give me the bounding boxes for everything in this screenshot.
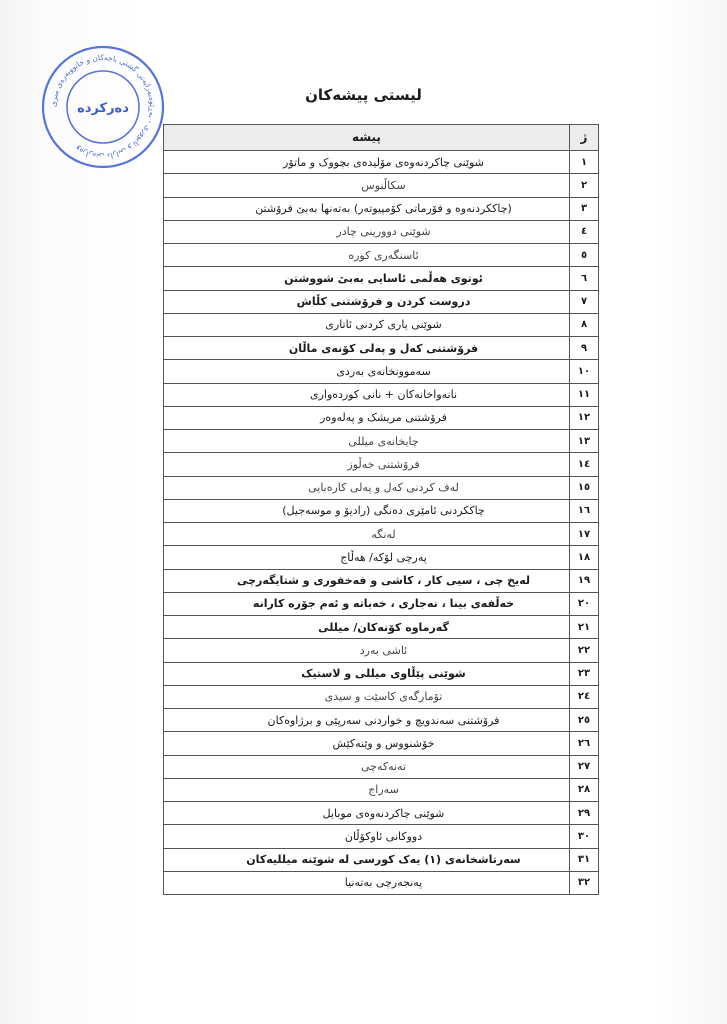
row-number: ١٩ <box>570 569 599 592</box>
row-number: ١١ <box>570 383 599 406</box>
row-number: ٤ <box>570 220 599 243</box>
page-title: لیستی پیشەکان <box>305 86 422 104</box>
table-row <box>164 290 599 313</box>
job-name: نانەواخانەکان + نانی کوردەواری <box>164 383 570 406</box>
table-row <box>164 406 599 429</box>
table-row <box>164 523 599 546</box>
job-name: گەرماوە کۆنەکان/ میللی <box>164 616 570 639</box>
job-name: ئاسنگەری کورە <box>164 244 570 267</box>
row-number: ٩ <box>570 337 599 360</box>
table-row <box>164 732 599 755</box>
row-number: ٣١ <box>570 848 599 871</box>
job-name: فرۆشتنی کەل و پەلی کۆنەی ماڵان <box>164 337 570 360</box>
row-number: ٦ <box>570 267 599 290</box>
table-row <box>164 616 599 639</box>
row-number: ٢ <box>570 174 599 197</box>
row-number: ٢١ <box>570 616 599 639</box>
row-number: ٢٢ <box>570 639 599 662</box>
row-number: ٢٩ <box>570 802 599 825</box>
table-row <box>164 685 599 708</box>
job-name: فرۆشتنی خەڵوز <box>164 453 570 476</box>
job-name: دروست کردن و فرۆشتنی کڵاش <box>164 290 570 313</box>
row-number: ٢٥ <box>570 709 599 732</box>
table-row <box>164 313 599 336</box>
job-name: ئوتوی هەڵمی ئاسایی بەبێ شووشتن <box>164 267 570 290</box>
row-number: ١٣ <box>570 430 599 453</box>
row-number: ١٧ <box>570 523 599 546</box>
job-name: سکاڵنوس <box>164 174 570 197</box>
table-row <box>164 709 599 732</box>
job-name: پەرچی لۆکە/ هەڵاج <box>164 546 570 569</box>
jobs-table <box>163 124 599 895</box>
table-row <box>164 197 599 220</box>
table-row <box>164 592 599 615</box>
row-number: ٧ <box>570 290 599 313</box>
column-header-job: پیشە <box>164 125 570 151</box>
job-name: فرۆشتنی مریشک و پەلەوەر <box>164 406 570 429</box>
table-row <box>164 337 599 360</box>
row-number: ٢٧ <box>570 755 599 778</box>
column-header-number: ژ <box>570 125 599 151</box>
table-row <box>164 546 599 569</box>
job-name: پەنجەرچی بەتەنیا <box>164 871 570 894</box>
job-name: خۆشنووس و وێنەکێش <box>164 732 570 755</box>
job-name: لەنگە <box>164 523 570 546</box>
row-number: ٥ <box>570 244 599 267</box>
job-name: چاککردنی ئامێری دەنگی (رادیۆ و موسەجیل) <box>164 499 570 522</box>
table-row <box>164 639 599 662</box>
job-name: سەموونخانەی بەردی <box>164 360 570 383</box>
table-row <box>164 848 599 871</box>
table-row <box>164 267 599 290</box>
job-name: خەڵفەی بینا ، نەجاری ، خەباتە و ئەم جۆرە کارانە <box>164 592 570 615</box>
table-row <box>164 151 599 174</box>
table-row <box>164 569 599 592</box>
table-row <box>164 453 599 476</box>
table-row <box>164 499 599 522</box>
table-row <box>164 871 599 894</box>
row-number: ٣ <box>570 197 599 220</box>
job-name: شوێنی یاری کردنی ئاتاری <box>164 313 570 336</box>
seal-ring-text: وەزارەتی دارایی و ئابووری - بەڕێوەبەرایەتی گشتی باجەکان و خانووبەرەی میری <box>48 52 158 162</box>
job-name: سەرتاشخانەی (١) یەک کورسی لە شوێنە میللیەکان <box>164 848 570 871</box>
seal-center-text: دەرکردە <box>77 101 129 116</box>
row-number: ١٨ <box>570 546 599 569</box>
job-name: تۆمارگەی کاسێت و سیدی <box>164 685 570 708</box>
job-name: شوێنی دوورینی چادر <box>164 220 570 243</box>
table-row <box>164 244 599 267</box>
table-row <box>164 755 599 778</box>
row-number: ٢٠ <box>570 592 599 615</box>
job-name: شوێنی پێڵاوی میللی و لاستیک <box>164 662 570 685</box>
table-row <box>164 220 599 243</box>
job-name: فرۆشتنی سەندویچ و خواردنی سەرپێی و برژاوەکان <box>164 709 570 732</box>
row-number: ٣٢ <box>570 871 599 894</box>
table-row <box>164 778 599 801</box>
row-number: ٢٤ <box>570 685 599 708</box>
job-name: لەیخ چی ، سیی کار ، کاشی و فەخفوری و شتایگەرچی <box>164 569 570 592</box>
job-name: تەنەکەچی <box>164 755 570 778</box>
table-row <box>164 662 599 685</box>
job-name: لەف کردنی کەل و پەلی کارەبایی <box>164 476 570 499</box>
table-row <box>164 802 599 825</box>
job-name: شوێنی چاکردنەوەی موبایل <box>164 802 570 825</box>
table-header-row <box>164 125 599 151</box>
table-row <box>164 174 599 197</box>
row-number: ١٠ <box>570 360 599 383</box>
job-name: (چاککردنەوە و فۆرماتی کۆمپیوتەر) بەتەنها بەبێ فرۆشتن <box>164 197 570 220</box>
official-seal <box>38 42 168 172</box>
row-number: ١٤ <box>570 453 599 476</box>
job-name: ئاشی بەرد <box>164 639 570 662</box>
row-number: ١٥ <box>570 476 599 499</box>
row-number: ١ <box>570 151 599 174</box>
job-name: چایخانەی میللی <box>164 430 570 453</box>
table-row <box>164 360 599 383</box>
row-number: ٢٨ <box>570 778 599 801</box>
table-row <box>164 476 599 499</box>
table-row <box>164 430 599 453</box>
row-number: ١٢ <box>570 406 599 429</box>
table-row <box>164 383 599 406</box>
job-name: شوێنی چاکردنەوەی مۆلیدەی بچووک و ماتۆر <box>164 151 570 174</box>
row-number: ٢٦ <box>570 732 599 755</box>
table-row <box>164 825 599 848</box>
row-number: ١٦ <box>570 499 599 522</box>
row-number: ٣٠ <box>570 825 599 848</box>
job-name: سەراج <box>164 778 570 801</box>
row-number: ٨ <box>570 313 599 336</box>
job-name: دووکانی ئاوکۆڵان <box>164 825 570 848</box>
row-number: ٢٣ <box>570 662 599 685</box>
